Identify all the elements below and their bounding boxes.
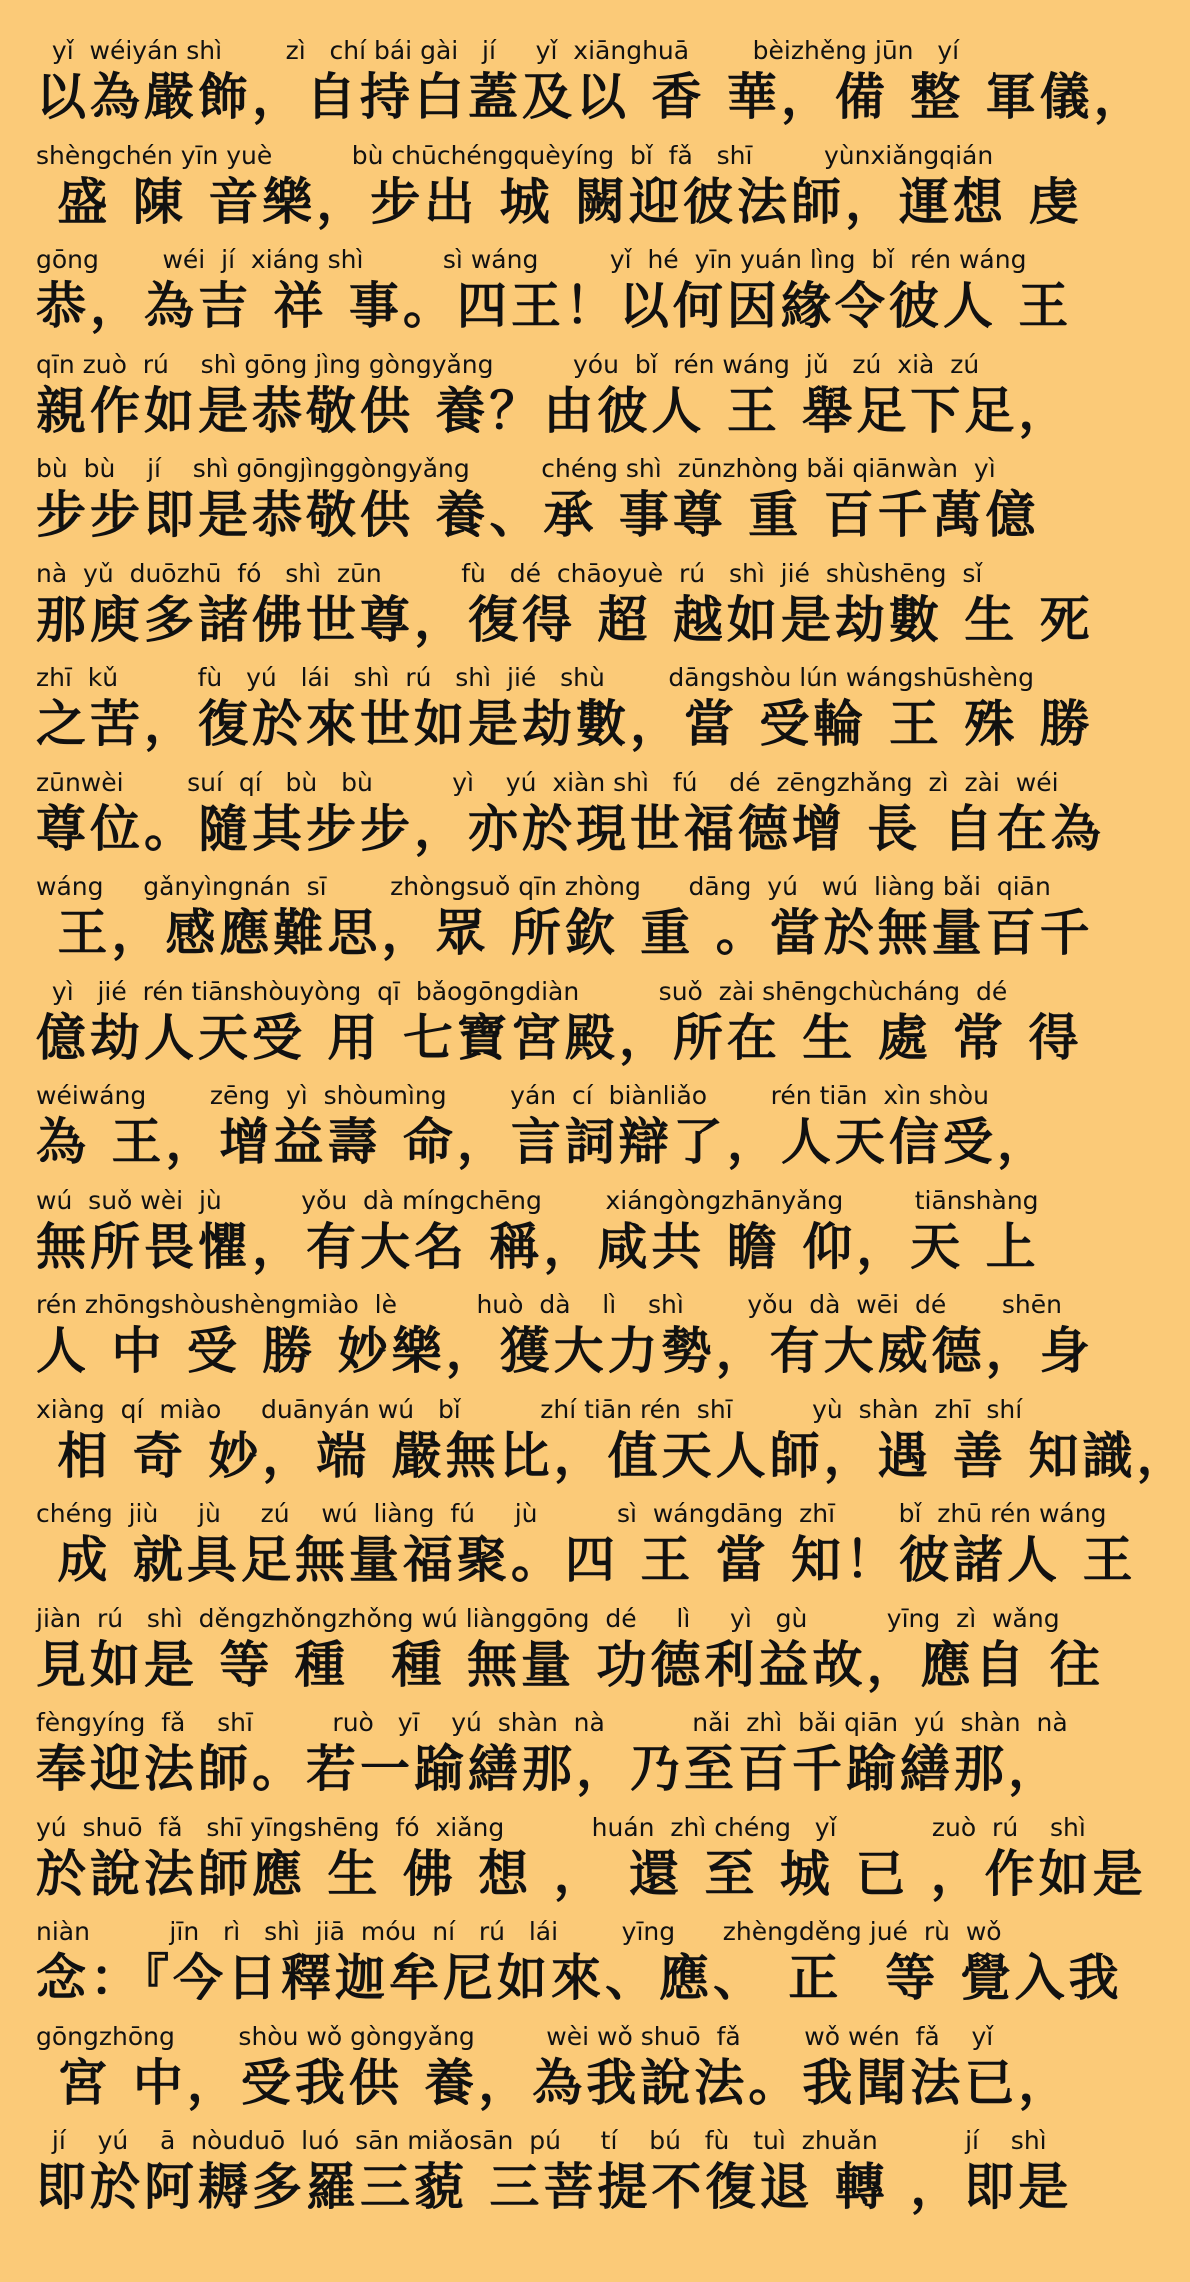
- verse-line: [36, 1603, 1104, 1709]
- pinyin-line: qīn zuò rú shì gōng jìng gòngyǎng yóu bǐ rén wáng jǔ zú xià zú: [36, 349, 980, 379]
- verse-line: [36, 1499, 1137, 1604]
- hanzi-line: 尊位。隨其步步，亦於現世福德增 長 自在為: [36, 799, 1105, 858]
- hanzi-line: 恭，為吉 祥 事。四王！以何因緣令彼人 王: [36, 277, 1073, 335]
- pinyin-line: xiàng qí miào duānyán wú bǐ zhí tiān rén shī yù shàn zhī shí: [36, 1394, 1023, 1424]
- hanzi-line: 宮 中，受我供 養，為我說法。我聞法已，: [36, 2053, 1073, 2112]
- hanzi-line: 親作如是恭敬供 養？由彼人 王 舉足下足，: [36, 381, 1073, 440]
- pinyin-line: wéiwáng zēng yì shòumìng yán cí biànliǎo rén tiān xìn shòu: [36, 1081, 989, 1110]
- hanzi-line: 王，感應難思，眾 所欽 重 。當於無量百千: [36, 904, 1094, 962]
- verse-line: [36, 1812, 1147, 1918]
- pinyin-line: yǐ wéiyán shì zì chí bái gài jí yǐ xiānghuā bèizhěng jūn yí: [36, 36, 960, 65]
- hanzi-line: 即於阿耨多羅三藐 三菩提不復退 轉 ，即是: [36, 2158, 1073, 2216]
- verse-line: [36, 2126, 1073, 2231]
- verse-line: [36, 976, 1083, 1082]
- hanzi-line: 相 奇 妙，端 嚴無比，值天人師，遇 善 知識，: [36, 1426, 1190, 1485]
- hanzi-line: 之苦，復於來世如是劫數，當 受輪 王 殊 勝: [36, 695, 1094, 753]
- pinyin-line: jí yú ā nòuduō luó sān miǎosān pú tí bú fù tuì zhuǎn jí shì: [36, 2126, 1047, 2155]
- verse-line: [36, 767, 1105, 873]
- verse-line: [36, 140, 1083, 246]
- pinyin-line: gōngzhōng shòu wǒ gòngyǎng wèi wǒ shuō fǎ wǒ wén fǎ yǐ: [36, 2021, 994, 2051]
- hanzi-line: 奉迎法師。若一踰繕那，乃至百千踰繕那，: [36, 1740, 1062, 1798]
- verse-line: [36, 1708, 1068, 1813]
- hanzi-line: 為 王，增益壽 命，言詞辯了，人天信受，: [36, 1113, 1051, 1171]
- hanzi-line: 步步即是恭敬供 養、承 事尊 重 百千萬億: [36, 486, 1040, 544]
- verse-line: [36, 663, 1094, 768]
- pinyin-line: niàn jīn rì shì jiā móu ní rú lái yīng zhèngděng jué rù wǒ: [36, 1917, 1002, 1946]
- pinyin-line: gōng wéi jí xiáng shì sì wáng yǐ hé yīn yuán lìng bǐ rén wáng: [36, 245, 1027, 274]
- pinyin-line: zūnwèi suí qí bù bù yì yú xiàn shì fú dé zēngzhǎng zì zài wéi: [36, 767, 1059, 797]
- pinyin-line: bù bù jí shì gōngjìnggòngyǎng chéng shì zūnzhòng bǎi qiānwàn yì: [36, 454, 996, 483]
- pinyin-line: zhī kǔ fù yú lái shì rú shì jié shù dāngshòu lún wángshūshèng: [36, 663, 1034, 692]
- pinyin-line: yì jié rén tiānshòuyòng qī bǎogōngdiàn suǒ zài shēngchùcháng dé: [36, 976, 1008, 1006]
- hanzi-line: 於說法師應 生 佛 想 ， 還 至 城 已 ，作如是: [36, 1844, 1147, 1903]
- hanzi-line: 成 就具足無量福聚。四 王 當 知！彼諸人 王: [36, 1531, 1137, 1589]
- hanzi-line: 人 中 受 勝 妙樂，獲大力勢，有大威德，身: [36, 1322, 1094, 1380]
- verse-line: [36, 1290, 1094, 1395]
- pinyin-line: yú shuō fǎ shī yīngshēng fó xiǎng huán zhì chéng yǐ zuò rú shì: [36, 1812, 1086, 1842]
- pinyin-line: wú suǒ wèi jù yǒu dà míngchēng xiángòngzhānyǎng tiānshàng: [36, 1185, 1039, 1215]
- hanzi-line: 那庾多諸佛世尊，復得 超 越如是劫數 生 死: [36, 590, 1094, 649]
- hanzi-line: 無所畏懼，有大名 稱，咸共 瞻 仰，天 上: [36, 1217, 1040, 1276]
- hanzi-line: 以為嚴飾，自持白蓋及以 香 華，備 整 軍儀，: [36, 68, 1148, 126]
- pinyin-line: wáng gǎnyìngnán sī zhòngsuǒ qīn zhòng dāng yú wú liàng bǎi qiān: [36, 872, 1051, 901]
- hanzi-line: 億劫人天受 用 七寶宮殿，所在 生 處 常 得: [36, 1008, 1083, 1067]
- hanzi-line: 盛 陳 音樂，步出 城 闕迎彼法師，運想 虔: [36, 172, 1083, 231]
- hanzi-line: 念：『今日釋迦牟尼如來、應、 正 等 覺入我: [36, 1949, 1123, 2007]
- verse-line: [36, 1917, 1123, 2022]
- verse-line: [36, 349, 1073, 455]
- pinyin-line: nà yǔ duōzhū fó shì zūn fù dé chāoyuè rú shì jié shùshēng sǐ: [36, 558, 983, 588]
- verse-line: [36, 454, 1040, 559]
- verse-line: [36, 2021, 1073, 2127]
- pinyin-line: rén zhōngshòushèngmiào lè huò dà lì shì yǒu dà wēi dé shēn: [36, 1290, 1062, 1319]
- pinyin-line: shèngchén yīn yuè bù chūchéngquèyíng bǐ fǎ shī yùnxiǎngqián: [36, 140, 994, 170]
- verse-line: [36, 872, 1094, 977]
- verse-line: [36, 245, 1073, 350]
- hanzi-line: 見如是 等 種 種 無量 功德利益故，應自 往: [36, 1635, 1104, 1694]
- verse-line: [36, 1081, 1051, 1186]
- verse-line: [36, 36, 1148, 141]
- pinyin-line: chéng jiù jù zú wú liàng fú jù sì wángdāng zhī bǐ zhū rén wáng: [36, 1499, 1107, 1528]
- pinyin-line: fèngyíng fǎ shī ruò yī yú shàn nà nǎi zhì bǎi qiān yú shàn nà: [36, 1708, 1068, 1737]
- verse-line: [36, 1394, 1190, 1500]
- verse-line: [36, 558, 1094, 664]
- verse-line: [36, 1186, 1040, 1291]
- pinyin-line: jiàn rú shì děngzhǒngzhǒng wú liànggōng dé lì yì gù yīng zì wǎng: [36, 1603, 1060, 1633]
